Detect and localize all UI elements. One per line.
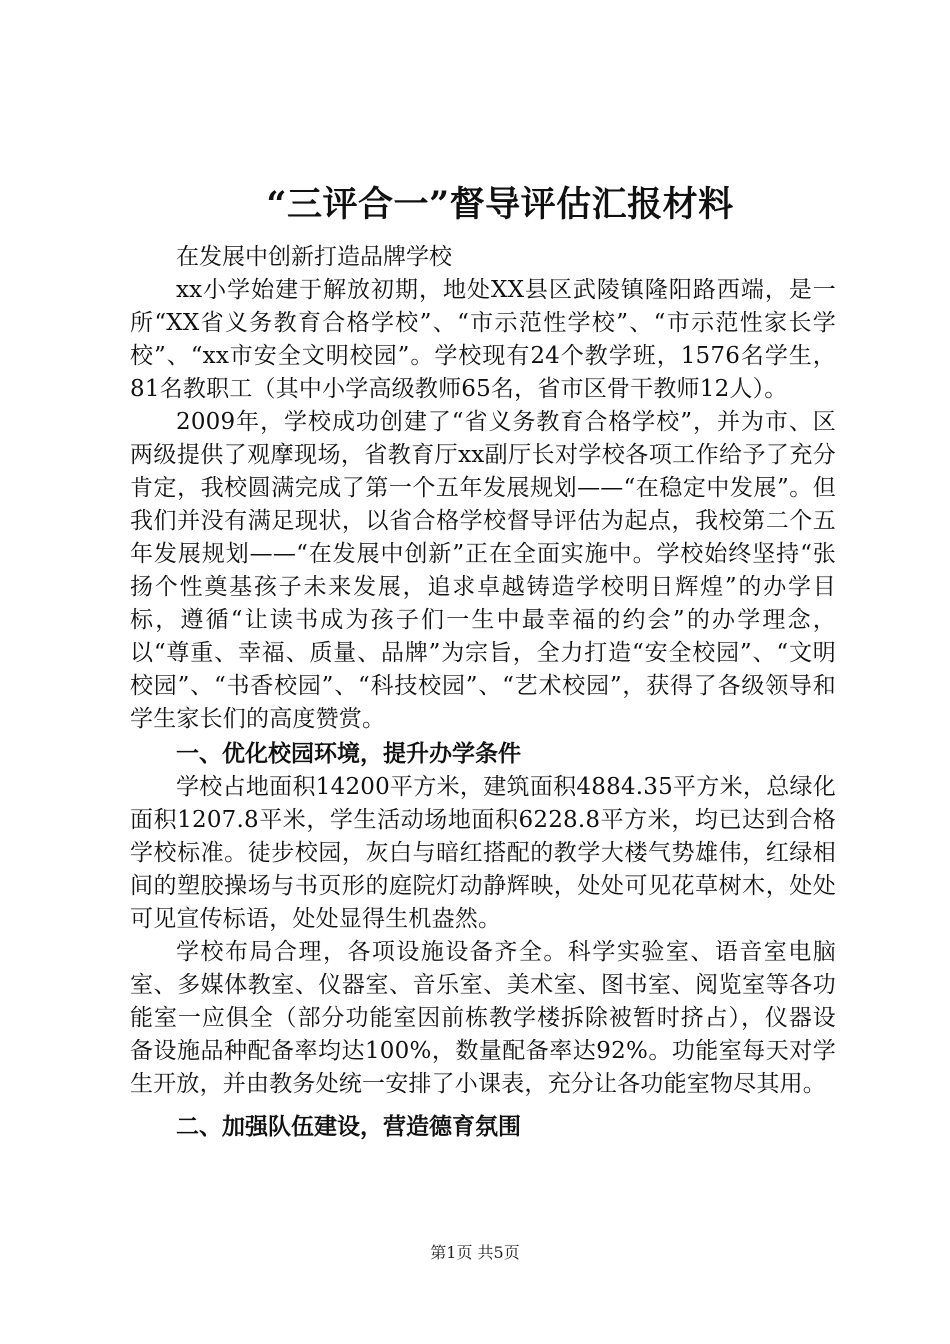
paragraph-development: 2009年，学校成功创建了“省义务教育合格学校”，并为市、区两级提供了观摩现场，省教育厅xx副厅长对学校各项工作给予了充分肯定，我校圆满完成了第一个五年发展规划——“在稳定中发展”。但我们并没有满足现状，以省合格学校督导评估为起点，我校第二个五年发展规划——“在发展中创新”正在全面实施中。学校始终坚持“张扬个性奠基孩子未来发展，追求卓越铸造学校明日辉煌”的办学目标，遵循“让读书成为孩子们一生中最幸福的约会”的办学理念，以“尊重、幸福、质量、品牌”为宗旨，全力打造“安全校园”、“文明校园”、“书香校园”、“科技校园”、“艺术校园”，获得了各级领导和学生家长们的高度赞赏。	[130, 409, 836, 732]
paragraph-school-intro: xx小学始建于解放初期，地处XX县区武陵镇隆阳路西端，是一所“XX省义务教育合格学校”、“市示范性学校”、“市示范性家长学校”、“xx市安全文明校园”。学校现有24个教学班，1576名学生，81名教职工（其中小学高级教师65名，省市区骨干教师12人）。	[130, 277, 836, 402]
page-number-footer: 第1页 共5页	[430, 1243, 520, 1262]
section-heading-environment: 一、优化校园环境，提升办学条件	[176, 741, 521, 767]
paragraph-campus-area: 学校占地面积14200平方米，建筑面积4884.35平方米，总绿化面积1207.8平米，学生活动场地面积6228.8平方米，均已达到合格学校标准。徒步校园，灰白与暗红搭配的教学大楼气势雄伟，红绿相间的塑胶操场与书页形的庭院灯动静辉映，处处可见花草树木，处处可见宣传标语，处处显得生机盎然。	[130, 774, 836, 932]
section-heading-team: 二、加强队伍建设，营造德育氛围	[176, 1114, 521, 1140]
document-content	[130, 182, 836, 1144]
document-title: “三评合一”督导评估汇报材料	[266, 184, 734, 225]
paragraph-facilities: 学校布局合理，各项设施设备齐全。科学实验室、语音室电脑室、多媒体教室、仪器室、音乐室、美术室、图书室、阅览室等各功能室一应俱全（部分功能室因前栋教学楼拆除被暂时挤占），仪器设备设施品种配备率均达100%，数量配备率达92%。功能室每天对学生开放，并由教务处统一安排了小课表，充分让各功能室物尽其用。	[130, 939, 836, 1097]
document-subtitle: 在发展中创新打造品牌学校	[176, 244, 452, 270]
